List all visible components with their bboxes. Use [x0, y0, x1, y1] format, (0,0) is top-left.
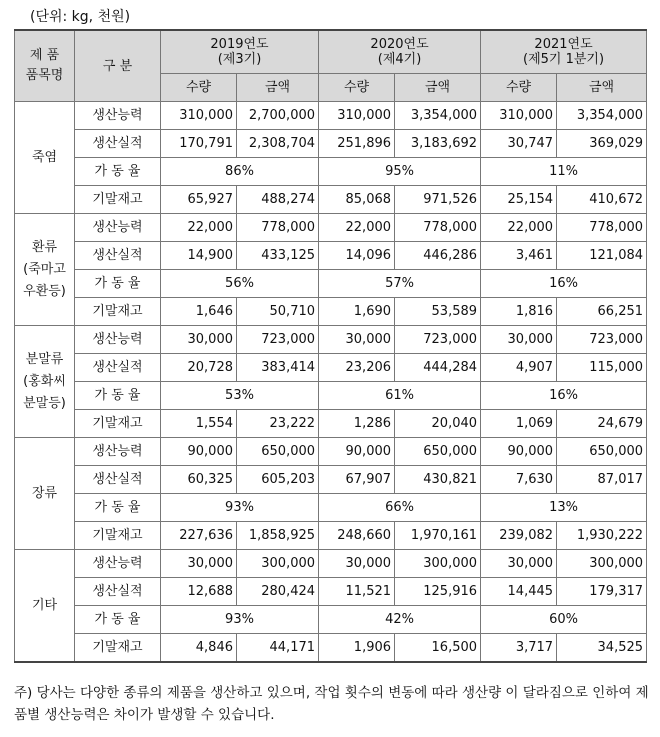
row-label-inventory: 기말재고: [75, 522, 161, 550]
period-header: 2020연도 (제4기): [319, 30, 481, 74]
inventory-cell: 239,082: [481, 522, 557, 550]
table-row: [15, 494, 647, 522]
actual-cell: 14,096: [319, 242, 395, 270]
inventory-cell: 1,970,161: [395, 522, 481, 550]
rate-cell: 93%: [161, 494, 319, 522]
capacity-cell: 3,354,000: [557, 102, 647, 130]
inventory-cell: 4,846: [161, 634, 237, 663]
capacity-cell: 22,000: [161, 214, 237, 242]
row-label-actual: 생산실적: [75, 242, 161, 270]
qty-header: 수량: [161, 74, 237, 102]
actual-cell: 20,728: [161, 354, 237, 382]
actual-cell: 3,183,692: [395, 130, 481, 158]
inventory-cell: 1,690: [319, 298, 395, 326]
rate-cell: 57%: [319, 270, 481, 298]
actual-cell: 121,084: [557, 242, 647, 270]
table-row: [15, 354, 647, 382]
row-label-inventory: 기말재고: [75, 634, 161, 663]
capacity-cell: 650,000: [237, 438, 319, 466]
capacity-cell: 778,000: [557, 214, 647, 242]
capacity-cell: 22,000: [319, 214, 395, 242]
row-label-rate: 가 동 율: [75, 606, 161, 634]
inventory-cell: 1,646: [161, 298, 237, 326]
product-name: 분말류 (홍화씨 분말등): [15, 326, 75, 438]
actual-cell: 446,286: [395, 242, 481, 270]
amt-header: 금액: [395, 74, 481, 102]
actual-cell: 7,630: [481, 466, 557, 494]
inventory-cell: 227,636: [161, 522, 237, 550]
product-name: 기타: [15, 550, 75, 663]
capacity-cell: 310,000: [161, 102, 237, 130]
table-row: [15, 242, 647, 270]
capacity-cell: 650,000: [395, 438, 481, 466]
capacity-cell: 30,000: [161, 550, 237, 578]
capacity-cell: 723,000: [237, 326, 319, 354]
table-row: [15, 410, 647, 438]
rate-cell: 16%: [481, 270, 647, 298]
capacity-cell: 90,000: [319, 438, 395, 466]
inventory-cell: 1,858,925: [237, 522, 319, 550]
product-name: 환류 (죽마고 우환등): [15, 214, 75, 326]
capacity-cell: 778,000: [237, 214, 319, 242]
capacity-cell: 723,000: [557, 326, 647, 354]
actual-cell: 369,029: [557, 130, 647, 158]
actual-cell: 433,125: [237, 242, 319, 270]
table-row: [15, 438, 647, 466]
table-row: [15, 270, 647, 298]
product-name: 죽염: [15, 102, 75, 214]
rate-cell: 66%: [319, 494, 481, 522]
inventory-cell: 16,500: [395, 634, 481, 663]
amt-header: 금액: [557, 74, 647, 102]
row-label-rate: 가 동 율: [75, 494, 161, 522]
actual-cell: 430,821: [395, 466, 481, 494]
row-label-inventory: 기말재고: [75, 186, 161, 214]
product-name: 장류: [15, 438, 75, 550]
inventory-cell: 25,154: [481, 186, 557, 214]
row-label-rate: 가 동 율: [75, 270, 161, 298]
amt-header: 금액: [237, 74, 319, 102]
row-label-inventory: 기말재고: [75, 298, 161, 326]
inventory-cell: 24,679: [557, 410, 647, 438]
inventory-cell: 3,717: [481, 634, 557, 663]
table-row: [15, 298, 647, 326]
period-header: 2019연도 (제3기): [161, 30, 319, 74]
inventory-cell: 410,672: [557, 186, 647, 214]
actual-cell: 12,688: [161, 578, 237, 606]
actual-cell: 383,414: [237, 354, 319, 382]
row-label-actual: 생산실적: [75, 130, 161, 158]
rate-cell: 42%: [319, 606, 481, 634]
inventory-cell: 1,816: [481, 298, 557, 326]
inventory-cell: 34,525: [557, 634, 647, 663]
actual-cell: 3,461: [481, 242, 557, 270]
table-row: [15, 382, 647, 410]
capacity-cell: 90,000: [161, 438, 237, 466]
inventory-cell: 20,040: [395, 410, 481, 438]
actual-cell: 67,907: [319, 466, 395, 494]
row-label-capacity: 생산능력: [75, 102, 161, 130]
table-body: [15, 102, 647, 663]
inventory-cell: 53,589: [395, 298, 481, 326]
row-label-actual: 생산실적: [75, 578, 161, 606]
table-row: [15, 186, 647, 214]
qty-header: 수량: [319, 74, 395, 102]
capacity-cell: 30,000: [319, 550, 395, 578]
row-label-capacity: 생산능력: [75, 214, 161, 242]
actual-cell: 23,206: [319, 354, 395, 382]
table-row: [15, 578, 647, 606]
inventory-cell: 1,906: [319, 634, 395, 663]
table-row: [15, 326, 647, 354]
inventory-cell: 971,526: [395, 186, 481, 214]
product-header: 제 품 품목명: [15, 30, 75, 102]
rate-cell: 61%: [319, 382, 481, 410]
capacity-cell: 723,000: [395, 326, 481, 354]
capacity-cell: 300,000: [237, 550, 319, 578]
inventory-cell: 85,068: [319, 186, 395, 214]
actual-cell: 87,017: [557, 466, 647, 494]
inventory-cell: 50,710: [237, 298, 319, 326]
inventory-cell: 23,222: [237, 410, 319, 438]
capacity-cell: 310,000: [481, 102, 557, 130]
category-header: 구 분: [75, 30, 161, 102]
rate-cell: 16%: [481, 382, 647, 410]
capacity-cell: 2,700,000: [237, 102, 319, 130]
actual-cell: 125,916: [395, 578, 481, 606]
inventory-cell: 66,251: [557, 298, 647, 326]
capacity-cell: 310,000: [319, 102, 395, 130]
capacity-cell: 30,000: [161, 326, 237, 354]
actual-cell: 115,000: [557, 354, 647, 382]
table-row: [15, 102, 647, 130]
capacity-cell: 300,000: [557, 550, 647, 578]
row-label-rate: 가 동 율: [75, 382, 161, 410]
capacity-cell: 30,000: [481, 550, 557, 578]
production-table: [14, 29, 647, 663]
period-header: 2021연도 (제5기 1분기): [481, 30, 647, 74]
row-label-rate: 가 동 율: [75, 158, 161, 186]
unit-label: (단위: kg, 천원): [30, 9, 131, 25]
qty-header: 수량: [481, 74, 557, 102]
rate-cell: 11%: [481, 158, 647, 186]
actual-cell: 11,521: [319, 578, 395, 606]
capacity-cell: 30,000: [481, 326, 557, 354]
actual-cell: 30,747: [481, 130, 557, 158]
inventory-cell: 248,660: [319, 522, 395, 550]
inventory-cell: 488,274: [237, 186, 319, 214]
rate-cell: 95%: [319, 158, 481, 186]
capacity-cell: 90,000: [481, 438, 557, 466]
table-row: [15, 522, 647, 550]
capacity-cell: 22,000: [481, 214, 557, 242]
inventory-cell: 65,927: [161, 186, 237, 214]
rate-cell: 56%: [161, 270, 319, 298]
row-label-inventory: 기말재고: [75, 410, 161, 438]
capacity-cell: 650,000: [557, 438, 647, 466]
row-label-capacity: 생산능력: [75, 550, 161, 578]
table-row: [15, 606, 647, 634]
actual-cell: 14,900: [161, 242, 237, 270]
inventory-cell: 1,930,222: [557, 522, 647, 550]
actual-cell: 14,445: [481, 578, 557, 606]
capacity-cell: 3,354,000: [395, 102, 481, 130]
rate-cell: 86%: [161, 158, 319, 186]
row-label-capacity: 생산능력: [75, 438, 161, 466]
rate-cell: 13%: [481, 494, 647, 522]
table-row: [15, 550, 647, 578]
actual-cell: 4,907: [481, 354, 557, 382]
table-row: [15, 130, 647, 158]
actual-cell: 60,325: [161, 466, 237, 494]
inventory-cell: 1,069: [481, 410, 557, 438]
inventory-cell: 44,171: [237, 634, 319, 663]
capacity-cell: 30,000: [319, 326, 395, 354]
inventory-cell: 1,286: [319, 410, 395, 438]
actual-cell: 179,317: [557, 578, 647, 606]
row-label-capacity: 생산능력: [75, 326, 161, 354]
footnote: 주) 당사는 다양한 종류의 제품을 생산하고 있으며, 작업 횟수의 변동에 따라 생산량 이 달라짐으로 인하여 제품별 생산능력은 차이가 발생할 수 있습니다.: [14, 685, 649, 723]
capacity-cell: 300,000: [395, 550, 481, 578]
table-row: [15, 466, 647, 494]
rate-cell: 53%: [161, 382, 319, 410]
inventory-cell: 1,554: [161, 410, 237, 438]
actual-cell: 444,284: [395, 354, 481, 382]
actual-cell: 605,203: [237, 466, 319, 494]
table-row: [15, 634, 647, 663]
capacity-cell: 778,000: [395, 214, 481, 242]
actual-cell: 251,896: [319, 130, 395, 158]
rate-cell: 60%: [481, 606, 647, 634]
actual-cell: 170,791: [161, 130, 237, 158]
table-row: [15, 214, 647, 242]
actual-cell: 2,308,704: [237, 130, 319, 158]
row-label-actual: 생산실적: [75, 466, 161, 494]
actual-cell: 280,424: [237, 578, 319, 606]
table-row: [15, 158, 647, 186]
row-label-actual: 생산실적: [75, 354, 161, 382]
rate-cell: 93%: [161, 606, 319, 634]
